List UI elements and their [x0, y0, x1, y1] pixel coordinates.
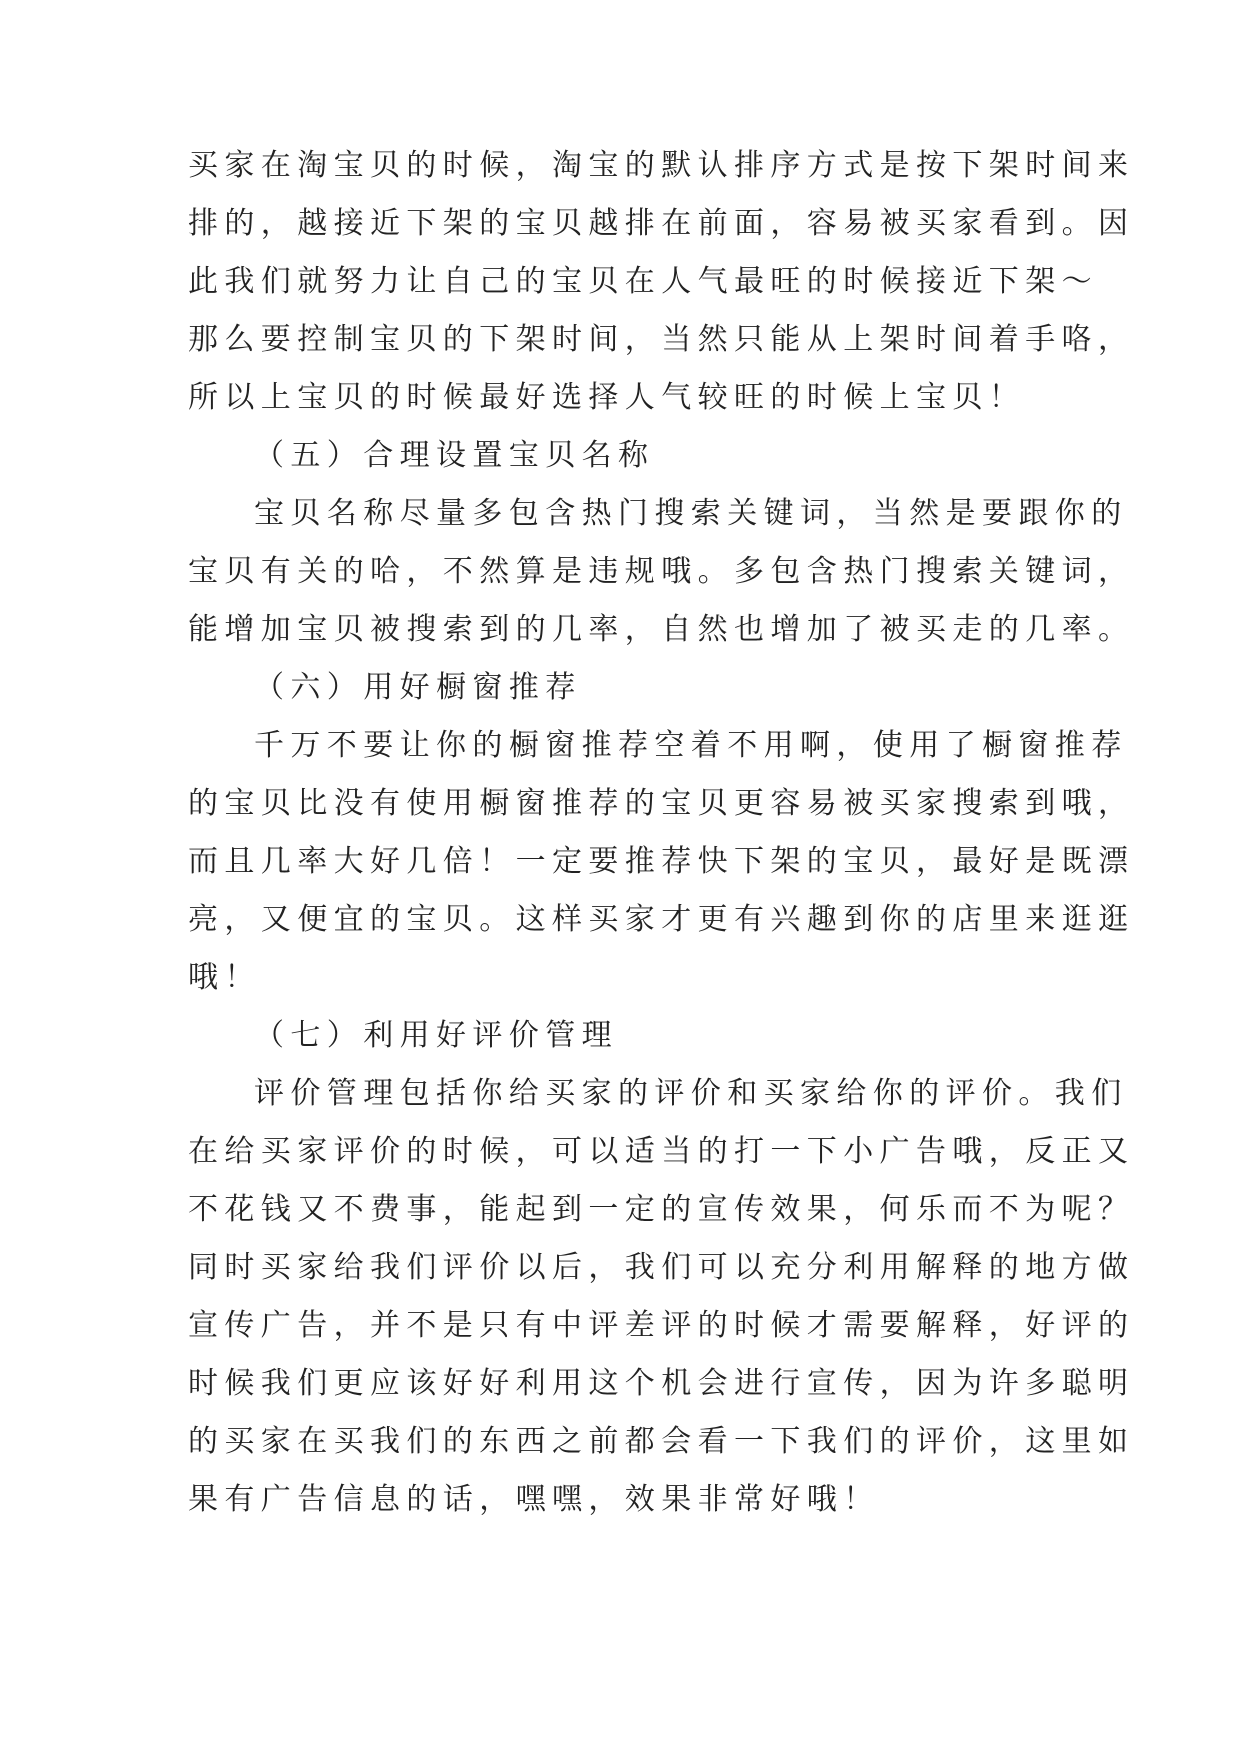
body-text-line: 能增加宝贝被搜索到的几率，自然也增加了被买走的几率。 — [188, 612, 1135, 647]
body-text-line: 宝贝名称尽量多包含热门搜索关键词，当然是要跟你的 — [254, 496, 1128, 531]
body-text-line: 在给买家评价的时候，可以适当的打一下小广告哦，反正又 — [188, 1134, 1135, 1169]
body-text-line: 宝贝有关的哈，不然算是违规哦。多包含热门搜索关键词， — [188, 554, 1135, 589]
body-text-line: 不花钱又不费事，能起到一定的宣传效果，何乐而不为呢？ — [188, 1192, 1135, 1227]
body-text-line: 同时买家给我们评价以后，我们可以充分利用解释的地方做 — [188, 1250, 1135, 1285]
body-text-line: 那么要控制宝贝的下架时间，当然只能从上架时间着手咯， — [188, 322, 1135, 357]
body-text-line: 买家在淘宝贝的时候，淘宝的默认排序方式是按下架时间来 — [188, 148, 1135, 183]
body-text-line: 排的，越接近下架的宝贝越排在前面，容易被买家看到。因 — [188, 206, 1135, 241]
body-text-line: 的买家在买我们的东西之前都会看一下我们的评价，这里如 — [188, 1424, 1135, 1459]
body-text-line: 评价管理包括你给买家的评价和买家给你的评价。我们 — [254, 1076, 1128, 1111]
body-text-line: 时候我们更应该好好利用这个机会进行宣传，因为许多聪明 — [188, 1366, 1135, 1401]
body-text-line: 的宝贝比没有使用橱窗推荐的宝贝更容易被买家搜索到哦， — [188, 786, 1135, 821]
body-text-line: 千万不要让你的橱窗推荐空着不用啊，使用了橱窗推荐 — [254, 728, 1128, 763]
body-text-line: 宣传广告，并不是只有中评差评的时候才需要解释，好评的 — [188, 1308, 1135, 1343]
body-text-line: 果有广告信息的话，嘿嘿，效果非常好哦！ — [188, 1482, 880, 1517]
section-heading-seven: （七）利用好评价管理 — [254, 1018, 618, 1053]
body-text-line: 哦！ — [188, 960, 261, 995]
body-text-line: 而且几率大好几倍！一定要推荐快下架的宝贝，最好是既漂 — [188, 844, 1135, 879]
body-text-line: 所以上宝贝的时候最好选择人气较旺的时候上宝贝！ — [188, 380, 1026, 415]
body-text-line: 此我们就努力让自己的宝贝在人气最旺的时候接近下架～ — [188, 264, 1098, 299]
section-heading-six: （六）用好橱窗推荐 — [254, 670, 582, 705]
body-text-line: 亮，又便宜的宝贝。这样买家才更有兴趣到你的店里来逛逛 — [188, 902, 1135, 937]
section-heading-five: （五）合理设置宝贝名称 — [254, 438, 655, 473]
